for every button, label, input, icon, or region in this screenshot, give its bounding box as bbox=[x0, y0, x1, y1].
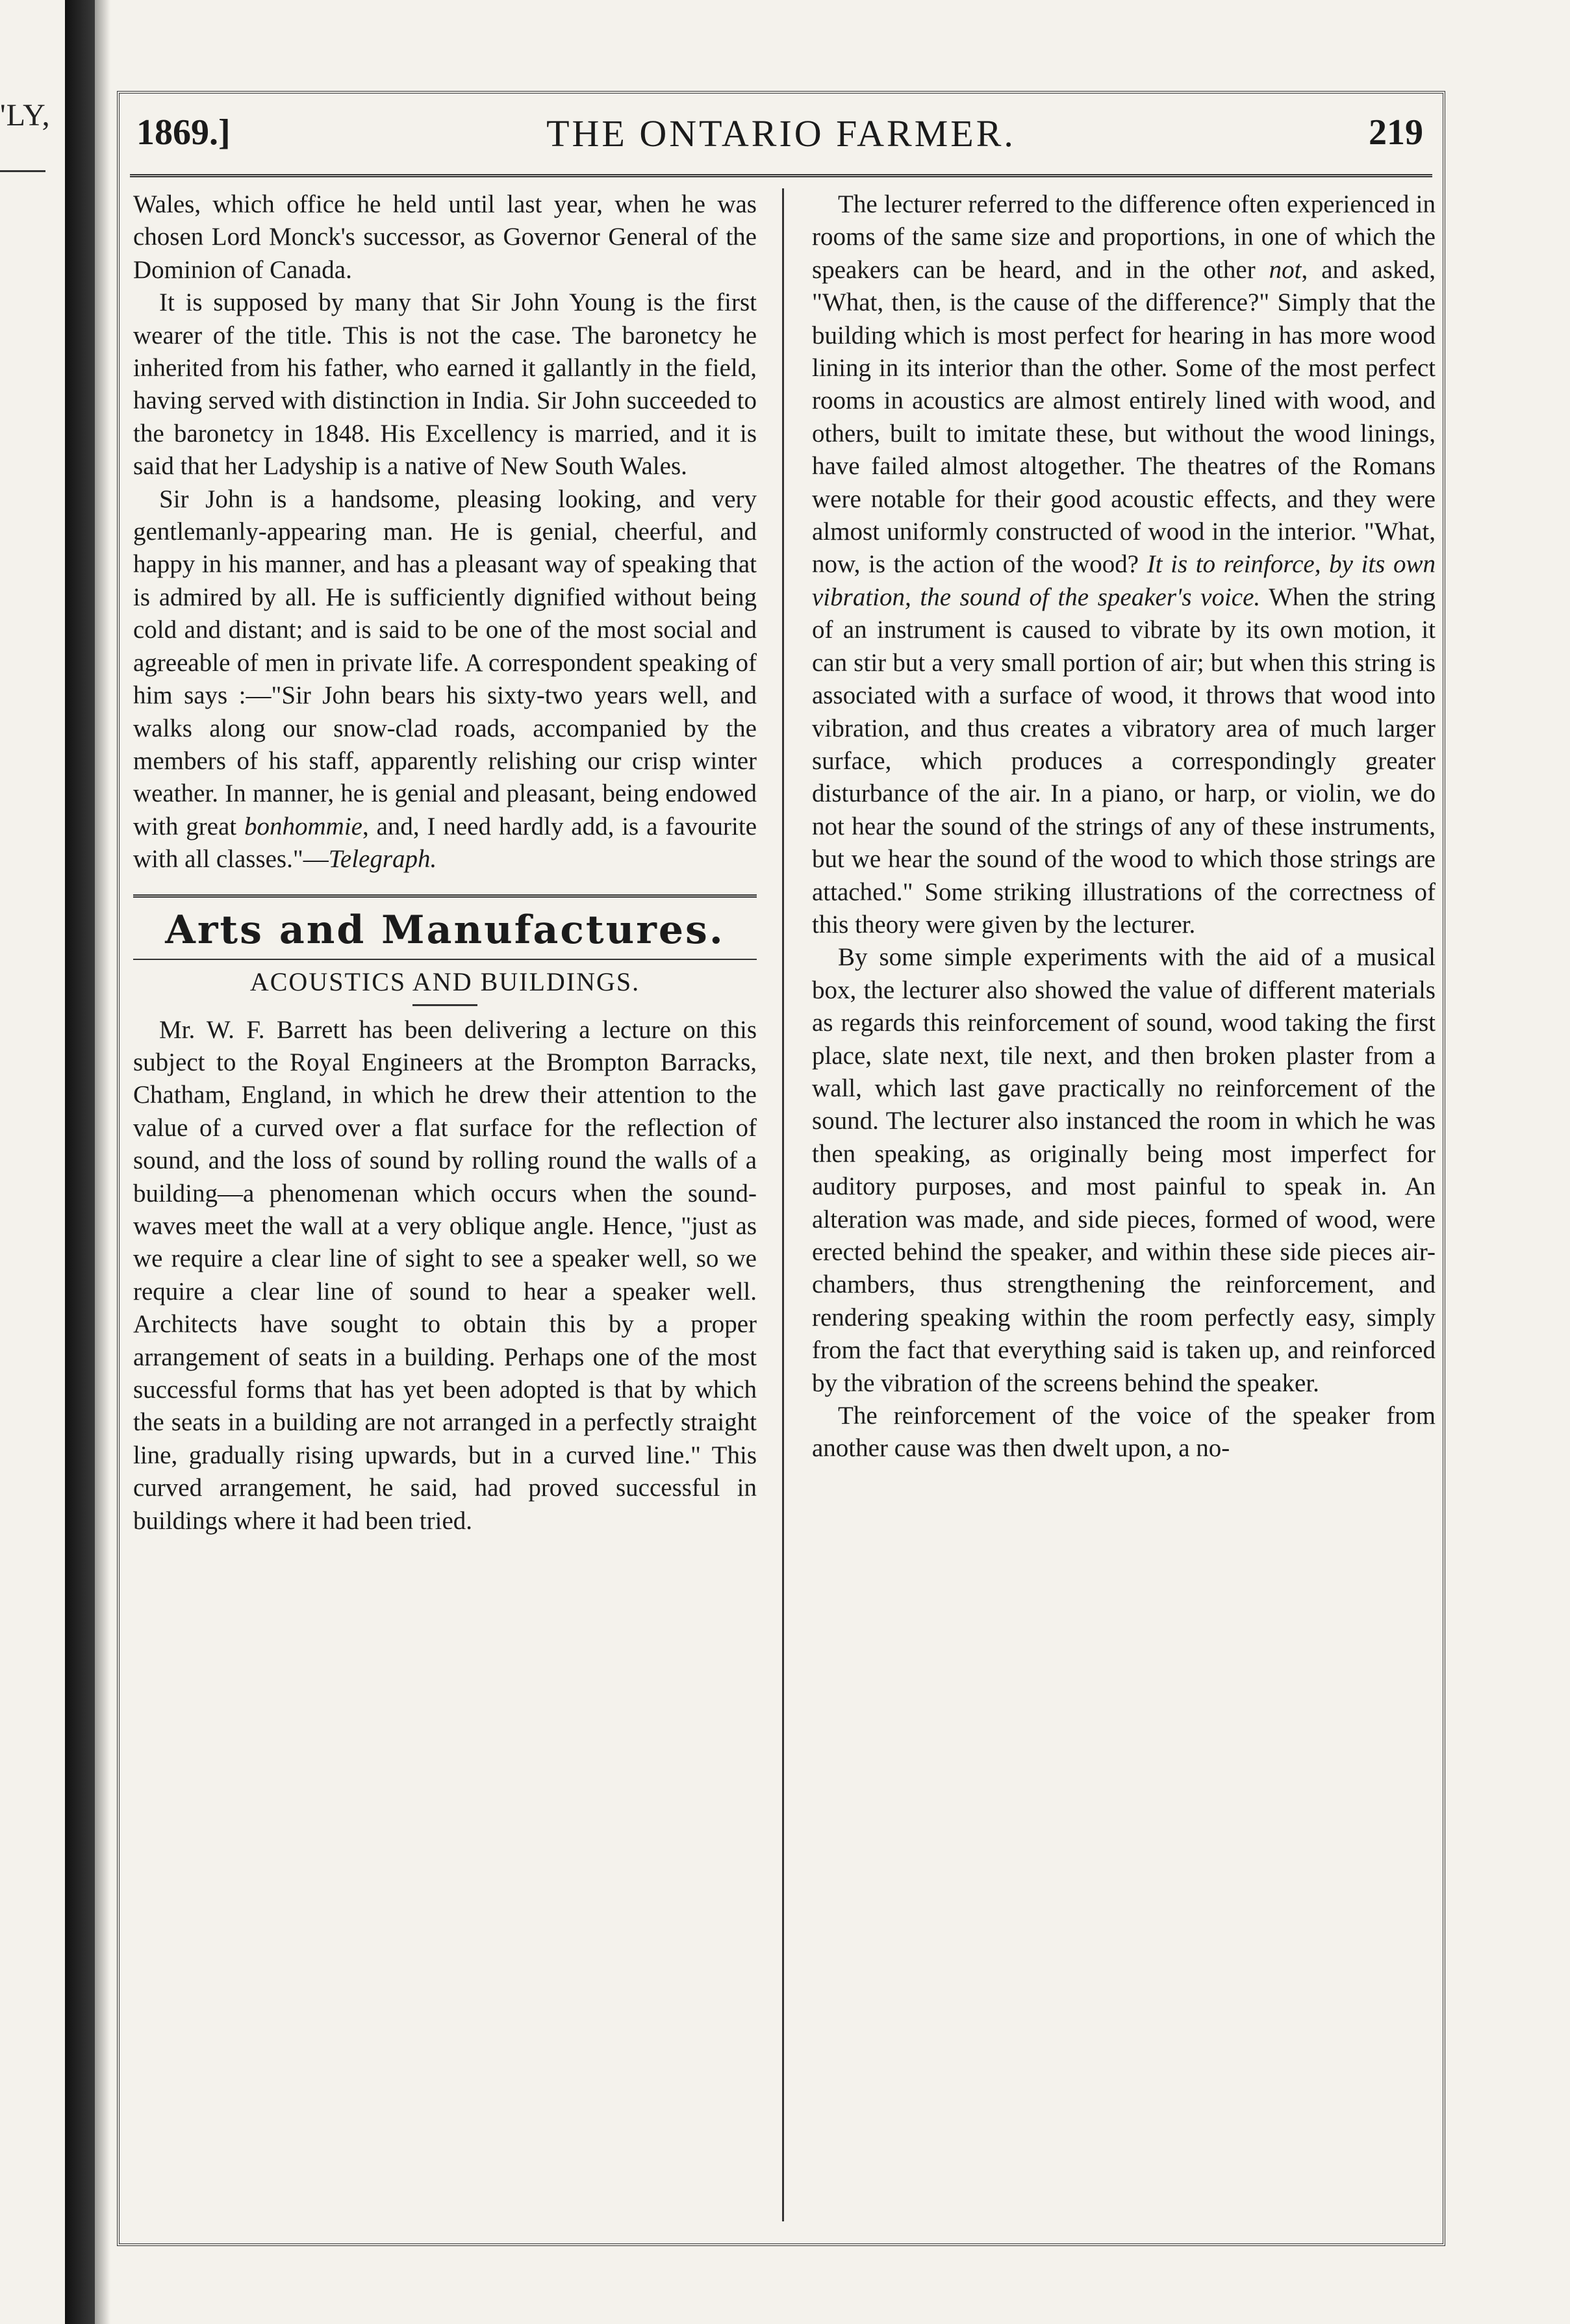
paragraph: Wales, which office he held until last year, when he was chosen Lord Monck's successor, as Governor General of the Dominion of Canada. bbox=[133, 190, 757, 284]
article-title: ACOUSTICS AND BUILDINGS. bbox=[249, 966, 640, 996]
text-run: , and asked, "What, then, is the cause of the difference?" Simply that the building which is most perfect for hearing in has more wood lining in its interior than the other. Some of the most perfect rooms in acoustics are almost entirely lined with wood, and others, built to imitate these, but without the wood linings, have failed almost altogether. The theatres of the Romans were notable for their good acoustic effects, and they were almost uniformly constructed of wood in the interior. "What, now, is the action of the wood? bbox=[812, 255, 1436, 579]
paragraph bbox=[133, 483, 757, 876]
publication-title: THE ONTARIO FARMER. bbox=[546, 112, 1016, 155]
paragraph: The reinforcement of the voice of the speaker from another cause was then dwelt upon, a no- bbox=[812, 1402, 1436, 1463]
text-run: When the string of an instrument is caused to vibrate by its own motion, it can stir but a very small portion of air; but when this string is associated with a surface of wood, it throws that wood into vibration, and thus creates a vibratory area of much larger surface, which produces a correspondingly greater disturbance of the air. In a piano, or harp, or violin, we do not hear the sound of the strings of any of these instruments, but we hear the sound of the wood to which those strings are attached." Some striking illustrations of the correctness of this theory were given by the lecturer. bbox=[812, 583, 1436, 939]
book-spine bbox=[65, 0, 95, 2324]
spine-shadow bbox=[95, 0, 110, 2324]
left-column bbox=[133, 188, 757, 2221]
paragraph: By some simple experiments with the aid of a musical box, the lecturer also showed the value of different materials as regards this reinforcement of sound, wood taking the first place, slate next, tile next, and then broken plaster from a wall, which last gave practically no reinforcement of the sound. The lecturer also instanced the room in which he was then speaking, as originally being most imperfect for auditory purposes, and most painful to speak in. An alteration was made, and side pieces, formed of wood, were erected behind the speaker, and within these side pieces air-chambers, thus strengthening the reinforcement, and rendering speaking within the room perfectly easy, simply from the fact that everything said is taken up, and reinforced by the vibration of the screens behind the speaker. bbox=[812, 943, 1436, 1397]
text-run: , and, I need hardly add, is a favourite with all classes."— bbox=[133, 812, 757, 874]
text-run: Sir John is a handsome, pleasing looking, and very gentlemanly-appearing man. He is genial, cheerful, and happy in his manner, and has a pleasant way of speaking that is admired by all. He is sufficiently dignified without being cold and distant; and is said to be one of the most social and agreeable of men in private life. A correspondent speaking of him says :—"Sir John bears his sixty-two years well, and walks along our snow-clad roads, accompanied by the members of his staff, apparently relishing our crisp winter weather. In manner, he is genial and pleasant, being endowed with great bbox=[133, 485, 757, 840]
section-divider bbox=[133, 894, 757, 898]
italic-term: not bbox=[1269, 255, 1302, 284]
source-citation: Telegraph. bbox=[328, 845, 437, 874]
page-number: 219 bbox=[1369, 112, 1423, 153]
header-year: 1869.] bbox=[136, 112, 231, 153]
heading-underline bbox=[133, 959, 757, 960]
text-run: The lecturer referred to the difference often experienced in rooms of the same size and proportions, in one of which the speakers can be heard, and in the other bbox=[812, 190, 1436, 284]
paragraph: Mr. W. F. Barrett has been delivering a lecture on this subject to the Royal Engineers at the Brompton Barracks, Chatham, England, in which he drew their attention to the value of a curved over a flat surface for the reflection of sound, and the loss of sound by rolling round the walls of a building—a phenomenan which occurs when the sound-waves meet the wall at a very oblique angle. Hence, "just as we require a clear line of sight to see a speaker well, so we require a clear line of sound to hear a speaker well. Architects have sought to obtain this by a proper arrangement of seats in a building. Perhaps one of the most successful forms that has yet been adopted is that by which the seats in a building are not arranged in a perfectly straight line, gradually rising upwards, but in a curved line." This curved arrangement, he said, had proved successful in buildings where it had been tried. bbox=[133, 1015, 757, 1535]
page-header bbox=[130, 103, 1432, 177]
margin-mark: 'LY, bbox=[0, 98, 51, 133]
italic-term: bonhommie bbox=[244, 812, 362, 840]
right-column bbox=[812, 188, 1436, 2221]
column-divider bbox=[782, 188, 784, 2221]
margin-rule bbox=[0, 170, 45, 172]
italic-quote: It is to reinforce, by its own vibration, the sound of the speaker's voice. bbox=[812, 550, 1436, 611]
title-rule bbox=[412, 1004, 477, 1006]
paragraph bbox=[812, 188, 1436, 941]
paragraph: It is supposed by many that Sir John Young is the first wearer of the title. This is not the case. The baronetcy he inherited from his father, who earned it gallantly in the field, having served with distinction in India. Sir John succeeded to the baronetcy in 1848. His Excellency is married, and it is said that her Ladyship is a native of New South Wales. bbox=[133, 288, 757, 481]
section-heading: Arts and Manufactures. bbox=[165, 907, 725, 953]
